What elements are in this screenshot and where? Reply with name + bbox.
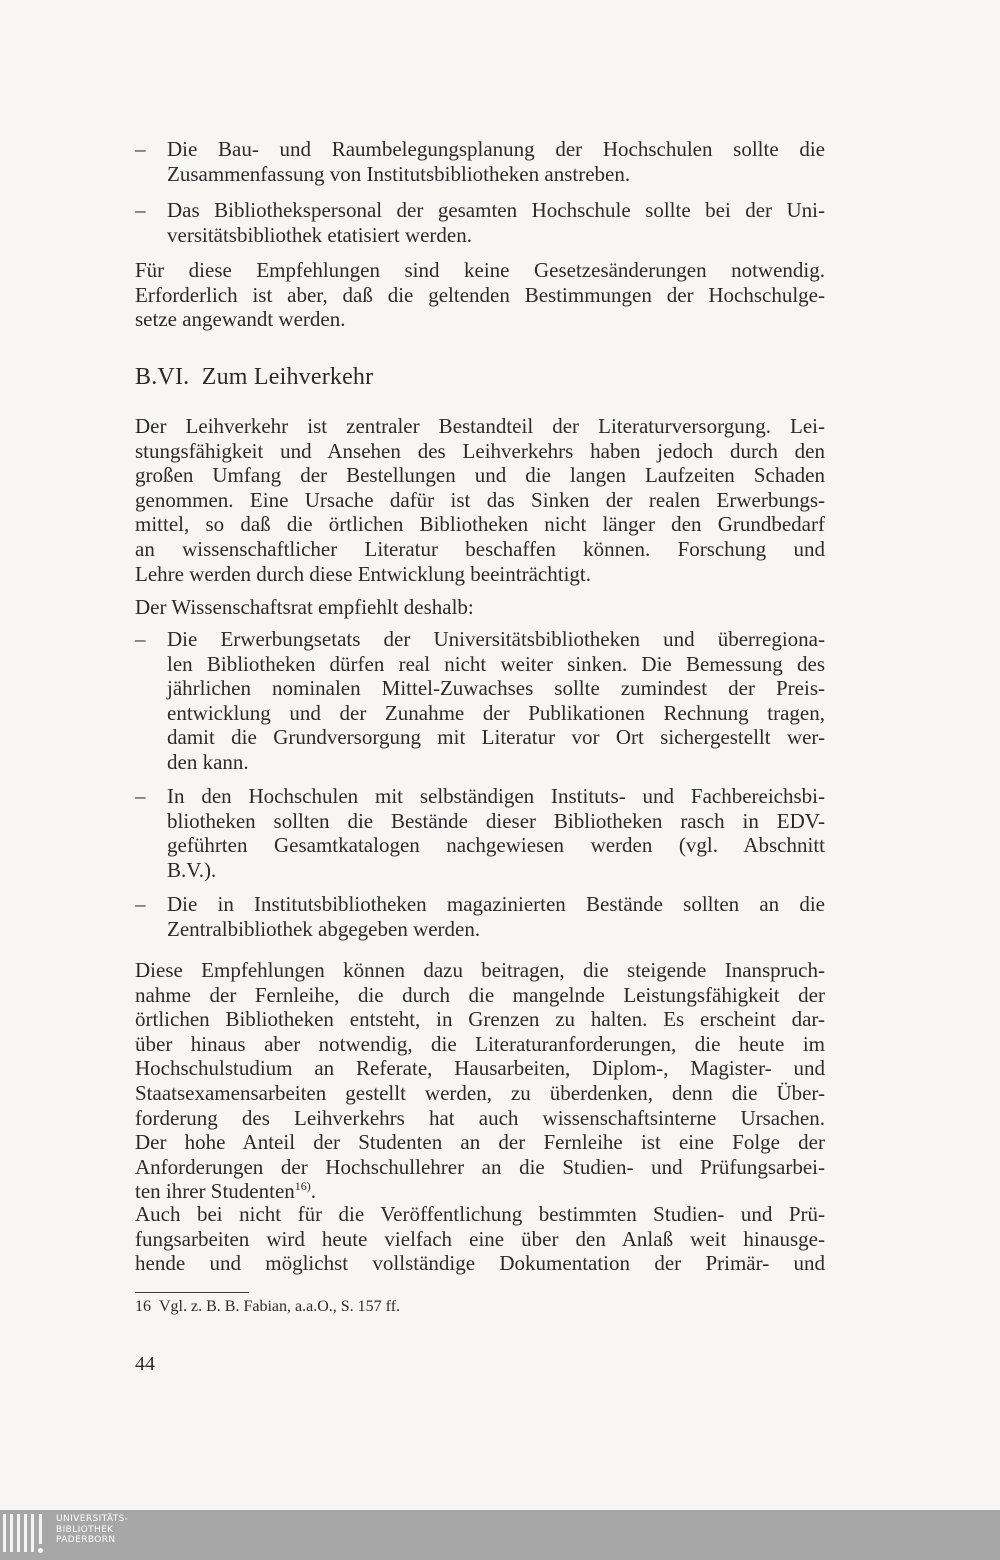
logo-line: UNIVERSITÄTS-: [56, 1514, 129, 1524]
bullet-dash: –: [135, 198, 146, 222]
bullet-item: [135, 892, 825, 941]
text-line: Auch bei nicht für die Veröffentlichung bestimmten Studien- und Prü-: [135, 1202, 825, 1226]
text-line: fungsarbeiten wird heute vielfach eine über den Anlaß weit hinausge-: [135, 1226, 825, 1251]
bullet-item: [135, 137, 825, 186]
library-logo-text: [56, 1514, 128, 1546]
text-line: Die in Institutsbibliotheken magazinierten Bestände sollten an die: [167, 892, 825, 916]
text-line: Der Wissenschaftsrat empfiehlt deshalb:: [135, 595, 474, 619]
text-line: versitätsbibliothek etatisiert werden.: [167, 222, 472, 247]
paragraph: [135, 1202, 825, 1276]
bullet-dash: –: [135, 892, 146, 916]
text-line: Staatsexamensarbeiten gestellt werden, zu überdenken, denn die Über-: [135, 1080, 825, 1105]
bullet-dash: –: [135, 784, 146, 808]
text-line: über hinaus aber notwendig, die Literaturanforderungen, die heute im: [135, 1031, 825, 1056]
footnote: [135, 1297, 400, 1317]
footnote-reference[interactable]: 16): [294, 1179, 311, 1194]
text-fragment: .: [310, 1179, 317, 1204]
text-line: Für diese Empfehlungen sind keine Gesetzesänderungen notwendig.: [135, 258, 825, 282]
paragraph: [135, 595, 825, 620]
text-fragment: ten ihrer Studenten: [135, 1179, 295, 1204]
footnote-text: Vgl. z. B. B. Fabian, a.a.O., S. 157 ff.: [159, 1298, 401, 1315]
text-line: Die Bau- und Raumbelegungsplanung der Hochschulen sollte die: [167, 137, 825, 161]
section-heading: B.VI. Zum Leihverkehr: [135, 364, 374, 390]
bullet-dash: –: [135, 627, 146, 651]
text-line: stungsfähigkeit und Ansehen des Leihverkehrs haben jedoch durch den: [135, 438, 825, 463]
text-line: forderung des Leihverkehrs hat auch wissenschaftsinterne Ursachen.: [135, 1105, 825, 1130]
text-line: an wissenschaftlicher Literatur beschaffen können. Forschung und: [135, 536, 825, 561]
text-line: geführten Gesamtkatalogen nachgewiesen werden (vgl. Abschnitt: [167, 833, 825, 858]
logo-line: PADERBORN: [56, 1535, 116, 1545]
text-line: Der hohe Anteil der Studenten an der Fernleihe ist eine Folge der: [135, 1130, 825, 1155]
text-line: B.V.).: [167, 857, 217, 882]
footnote-divider: [135, 1292, 249, 1293]
text-line: Zusammenfassung von Institutsbibliotheken anstreben.: [167, 161, 631, 186]
text-line: bliotheken sollten die Bestände dieser Bibliotheken rasch in EDV-: [167, 808, 825, 833]
bullet-dash: –: [135, 137, 146, 161]
text-line: hende und möglichst vollständige Dokumentation der Primär- und: [135, 1251, 825, 1276]
text-line: setze angewandt werden.: [135, 307, 346, 332]
text-line: [135, 1179, 825, 1204]
text-line: Anforderungen der Hochschullehrer an die Studien- und Prüfungsarbei-: [135, 1154, 825, 1179]
text-line: Das Bibliothekspersonal der gesamten Hochschule sollte bei der Uni-: [167, 198, 825, 222]
text-line: entwicklung und der Zunahme der Publikationen Rechnung tragen,: [167, 700, 825, 725]
paragraph: [135, 414, 825, 586]
text-line: mittel, so daß die örtlichen Bibliotheken nicht länger den Grundbedarf: [135, 512, 825, 537]
library-logo-icon: [3, 1514, 51, 1556]
bullet-item: [135, 627, 825, 775]
text-line: Hochschulstudium an Referate, Hausarbeiten, Diplom-, Magister- und: [135, 1056, 825, 1081]
text-line: den kann.: [167, 749, 249, 774]
text-line: Zentralbibliothek abgegeben werden.: [167, 916, 481, 941]
logo-line: BIBLIOTHEK: [56, 1524, 114, 1535]
library-footer-bar: [0, 1510, 1000, 1560]
text-line: Lehre werden durch diese Entwicklung beeinträchtigt.: [135, 561, 591, 586]
text-line: Erforderlich ist aber, daß die geltenden Bestimmungen der Hochschulge-: [135, 282, 825, 307]
page-number: 44: [135, 1353, 155, 1375]
text-line: len Bibliotheken dürfen real nicht weiter sinken. Die Bemessung des: [167, 651, 825, 676]
text-line: großen Umfang der Bestellungen und die langen Laufzeiten Schaden: [135, 463, 825, 488]
text-line: nahme der Fernleihe, die durch die mangelnde Leistungsfähigkeit der: [135, 982, 825, 1007]
text-line: genommen. Eine Ursache dafür ist das Sinken der realen Erwerbungs-: [135, 487, 825, 512]
text-line: In den Hochschulen mit selbständigen Instituts- und Fachbereichsbi-: [167, 784, 825, 808]
paragraph: [135, 958, 825, 1204]
bullet-item: [135, 198, 825, 247]
text-line: damit die Grundversorgung mit Literatur vor Ort sichergestellt wer-: [167, 725, 825, 750]
paragraph: [135, 258, 825, 332]
text-line: Die Erwerbungsetats der Universitätsbibliotheken und überregiona-: [167, 627, 825, 651]
bullet-item: [135, 784, 825, 882]
text-line: örtlichen Bibliotheken entsteht, in Grenzen zu halten. Es erscheint dar-: [135, 1007, 825, 1032]
text-line: Der Leihverkehr ist zentraler Bestandteil der Literaturversorgung. Lei-: [135, 414, 825, 438]
footnote-number: 16: [135, 1298, 151, 1315]
text-line: jährlichen nominalen Mittel-Zuwachses sollte zumindest der Preis-: [167, 676, 825, 701]
text-line: Diese Empfehlungen können dazu beitragen, die steigende Inanspruch-: [135, 958, 825, 982]
